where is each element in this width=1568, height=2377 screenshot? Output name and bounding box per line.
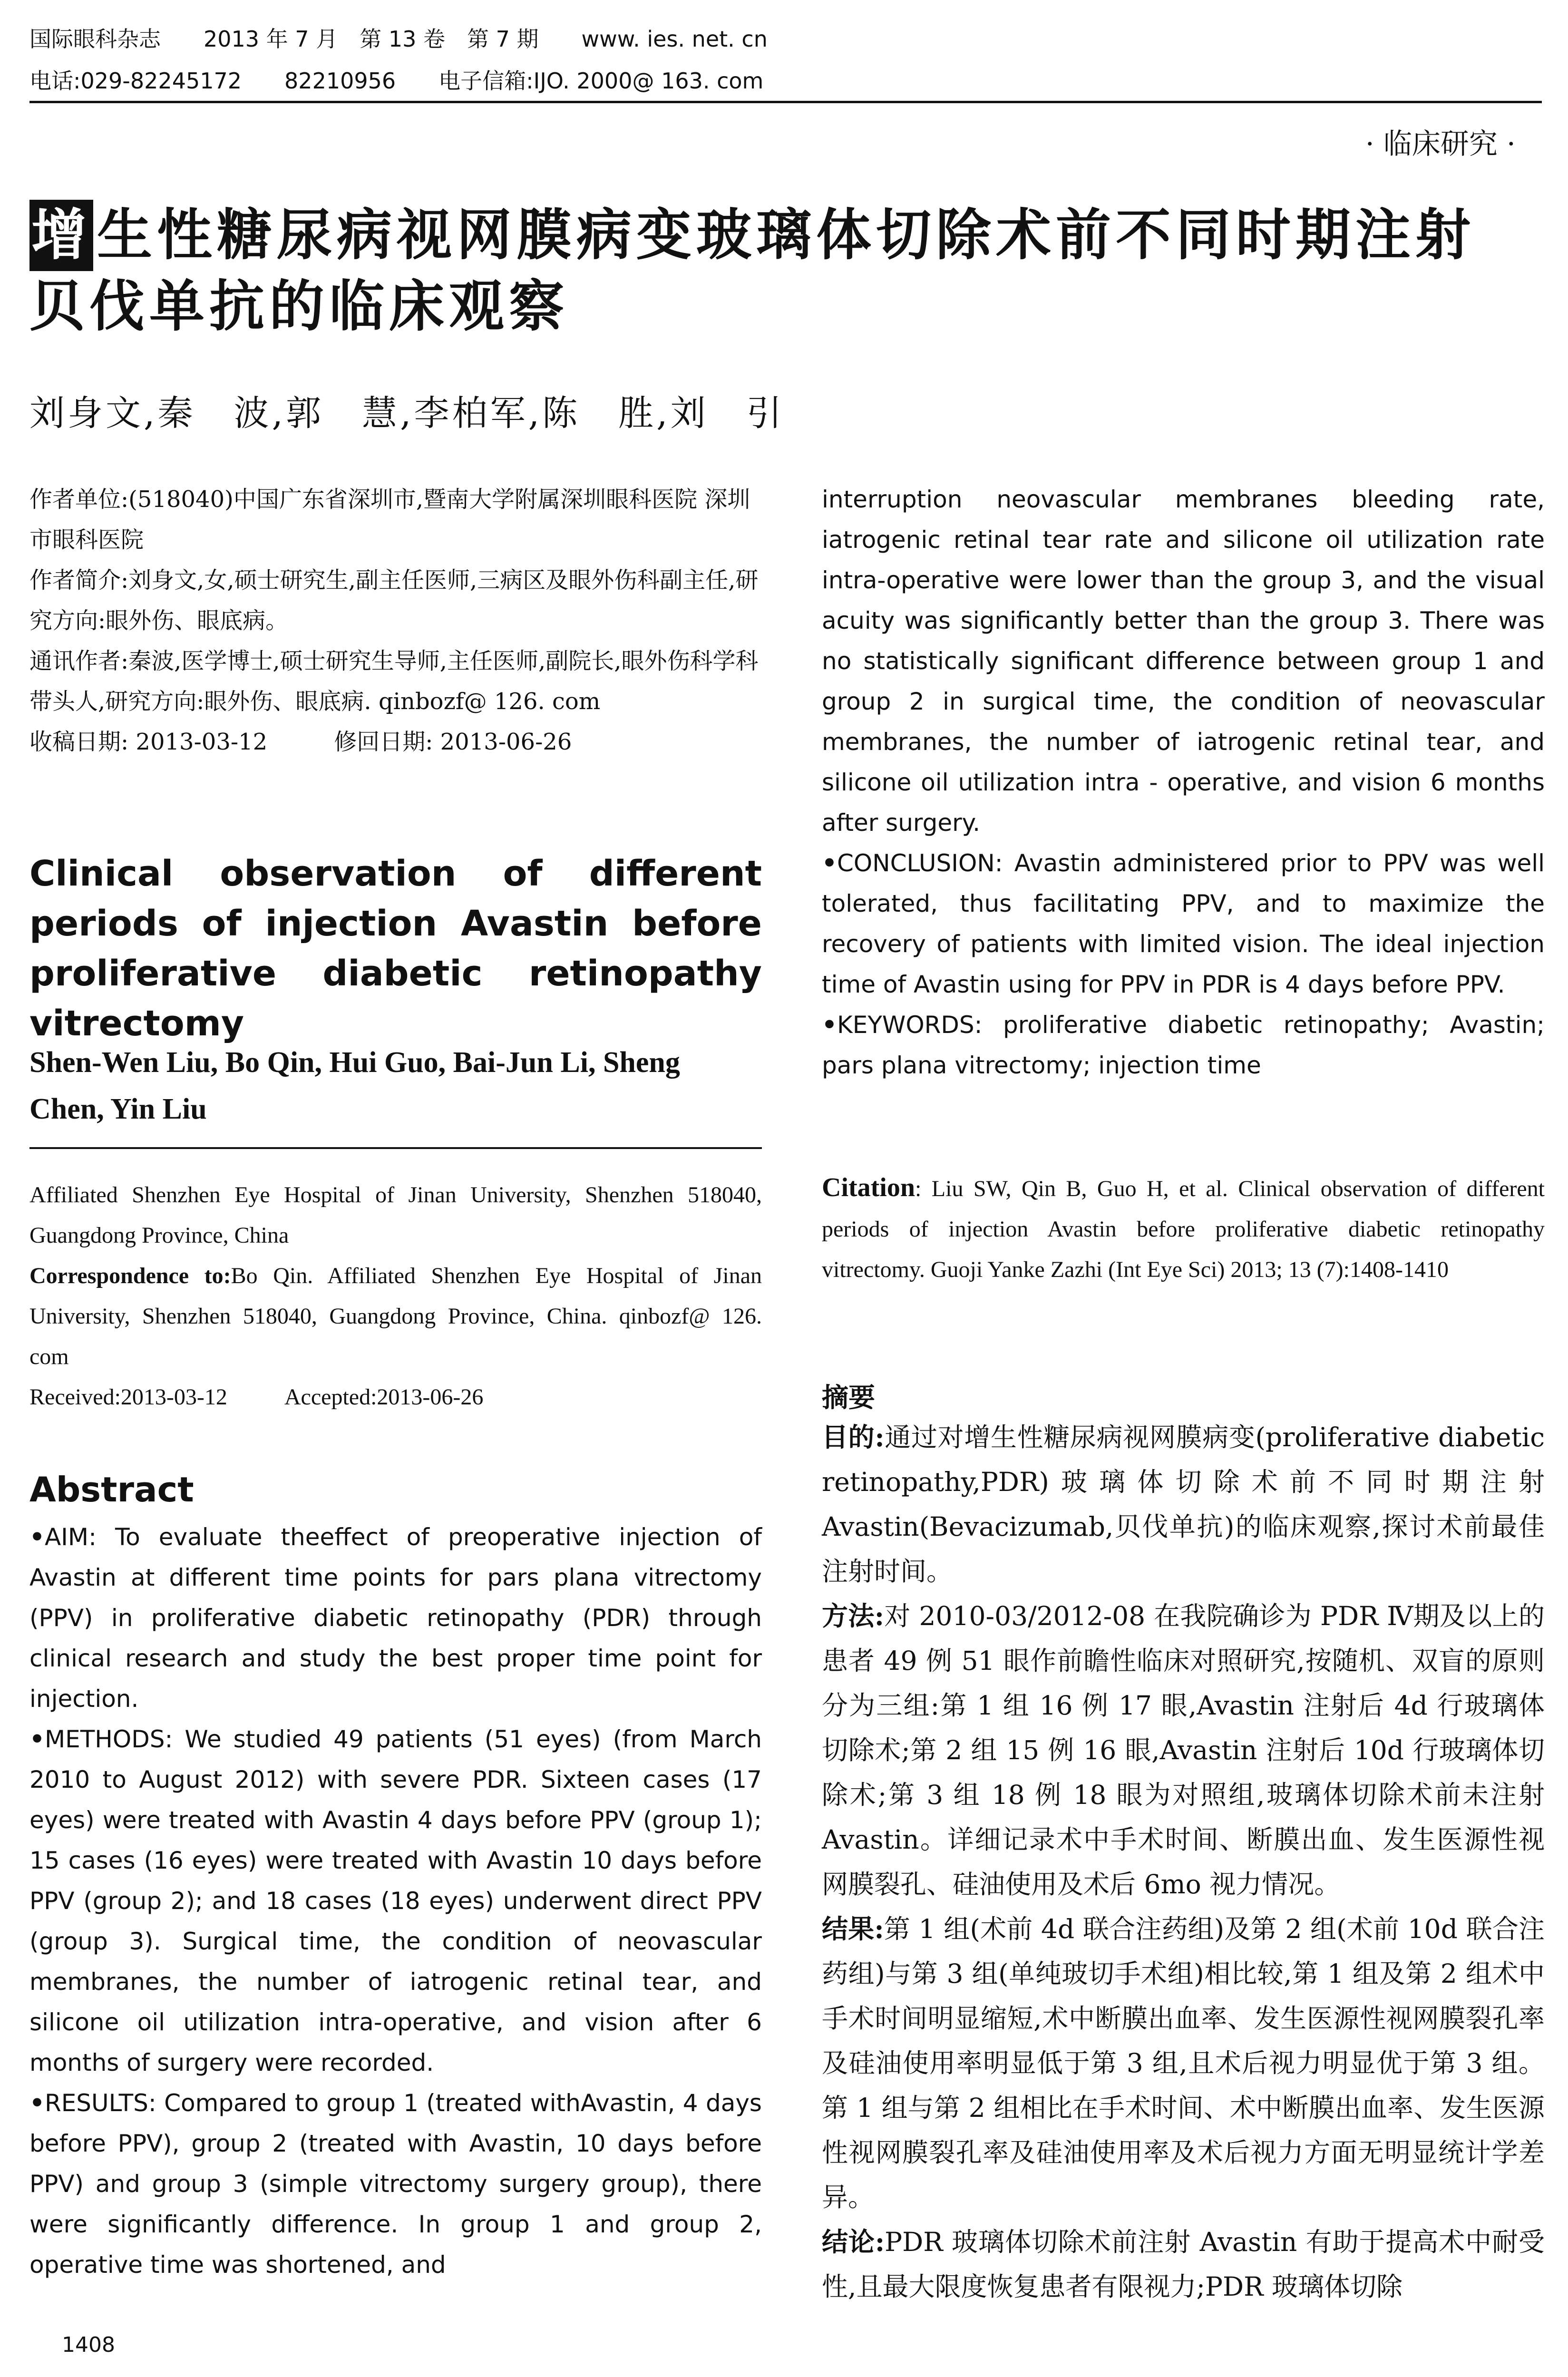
journal-issue: 2013 年 7 月 第 13 卷 第 7 期 bbox=[204, 26, 539, 52]
author-unit: 作者单位:(518040)中国广东省深圳市,暨南大学附属深圳眼科医院 深圳市眼科医院 bbox=[29, 486, 750, 553]
abstract-heading: Abstract bbox=[29, 1470, 194, 1510]
cn-abstract-results: 结果:第 1 组(术前 4d 联合注药组)及第 2 组(术前 10d 联合注药组)与第 3 组(单纯玻切手术组)相比较,第 1 组及第 2 组术中手术时间明显缩短,术中断膜出血率、发生医源性视网膜裂孔率及硅油使用率明显低于第 3 组,且术后视力明显优于第 3 组。第 1 组与第 2 组相比在手术时间、术中断膜出血率、发生医源性视网膜裂孔率及硅油使用率及术后视力方面无明显统计学差异。 bbox=[822, 1913, 1545, 2212]
header-rule bbox=[29, 101, 1542, 103]
citation bbox=[822, 1168, 1545, 1290]
affiliation: Affiliated Shenzhen Eye Hospital of Jinan University, Shenzhen 518040, Guangdong Province, China bbox=[29, 1182, 762, 1248]
journal-email: 电子信箱:IJO. 2000@ 163. com bbox=[438, 68, 764, 94]
cn-abstract-conclusion: 结论:PDR 玻璃体切除术前注射 Avastin 有助于提高术中耐受性,且最大限度恢复患者有限视力;PDR 玻璃体切除 bbox=[822, 2226, 1545, 2302]
authors-cn: 刘身文,秦 波,郭 慧,李柏军,陈 胜,刘 引 bbox=[29, 393, 785, 434]
paper-title bbox=[29, 200, 1551, 342]
author-rule bbox=[29, 1147, 762, 1149]
title-line-2: 贝伐单抗的临床观察 bbox=[29, 274, 569, 339]
dates-cn: 收稿日期: 2013-03-12 修回日期: 2013-06-26 bbox=[29, 729, 572, 755]
abstract-results: •RESULTS: Compared to group 1 (treated withAvastin, 4 days before PPV), group 2 (treated with Avastin, 10 days before PPV) and group 3 (simple vitrectomy surgery group), there were significantly difference. In group 1 and group 2, operative time was shortened, and bbox=[29, 2089, 762, 2279]
title-line-1: 增 生性糖尿病视网膜病变玻璃体切除术前不同时期注射 bbox=[29, 200, 1551, 271]
abstract-keywords: •KEYWORDS: proliferative diabetic retinopathy; Avastin; pars plana vitrectomy; injection time bbox=[822, 1011, 1545, 1079]
journal-header-line1 bbox=[29, 25, 810, 53]
affiliation-block bbox=[29, 1175, 762, 1417]
journal-website: www. ies. net. cn bbox=[581, 26, 768, 52]
cn-abstract-aim: 目的:通过对增生性糖尿病视网膜病变(proliferative diabetic retinopathy,PDR)玻璃体切除术前不同时期注射 Avastin(Bevacizumab,贝伐单抗)的临床观察,探讨术前最佳注射时间。 bbox=[822, 1422, 1545, 1587]
citation-label: Citation bbox=[822, 1173, 915, 1202]
cn-abstract-methods: 方法:对 2010-03/2012-08 在我院确诊为 PDR Ⅳ期及以上的患者 49 例 51 眼作前瞻性临床对照研究,按随机、双盲的原则分为三组:第 1 组 16 例 17 眼,Avastin 注射后 4d 行玻璃体切除术;第 2 组 15 例 16 眼,Avastin 注射后 10d 行玻璃体切除术;第 3 组 18 例 18 眼为对照组,玻璃体切除术前未注射 Avastin。详细记录术中手术时间、断膜出血、发生医源性视网膜裂孔、硅油使用及术后 6mo 视力情况。 bbox=[822, 1600, 1545, 1900]
abstract-aim: •AIM: To evaluate theeffect of preoperative injection of Avastin at different time points for pars plana vitrectomy (PPV) in proliferative diabetic retinopathy (PDR) through clinical research and study the best proper time point for injection. bbox=[29, 1523, 762, 1713]
author-correspondence: 通讯作者:秦波,医学博士,硕士研究生导师,主任医师,副院长,眼外伤科学科带头人,研究方向:眼外伤、眼底病. qinbozf@ 126. com bbox=[29, 648, 759, 715]
english-title: Clinical observation of different periods of injection Avastin before proliferative diabetic retinopathy vitrectomy bbox=[29, 853, 762, 1044]
journal-phone: 电话:029-82245172 bbox=[29, 68, 242, 94]
title-mark: 增 bbox=[29, 200, 93, 271]
journal-name: 国际眼科杂志 bbox=[29, 26, 161, 52]
journal-header-line2 bbox=[29, 67, 806, 95]
author-info bbox=[29, 479, 762, 762]
citation-text: : Liu SW, Qin B, Guo H, et al. Clinical observation of different periods of injection Avastin before proliferative diabetic retinopathy vitrectomy. Guoji Yanke Zazhi (Int Eye Sci) 2013; 13 (7):1408-1410 bbox=[822, 1176, 1545, 1282]
abstract-left bbox=[29, 1517, 762, 2285]
journal-phone2: 82210956 bbox=[284, 68, 396, 94]
cn-abstract bbox=[822, 1415, 1545, 2309]
cn-abstract-heading: 摘要 bbox=[822, 1383, 875, 1413]
author-bio: 作者简介:刘身文,女,硕士研究生,副主任医师,三病区及眼外伤科副主任,研究方向:眼外伤、眼底病。 bbox=[29, 567, 759, 634]
page-number: 1408 bbox=[62, 2333, 115, 2357]
abstract-conclusion: •CONCLUSION: Avastin administered prior to PPV was well tolerated, thus facilitating PPV, and to maximize the recovery of patients with limited vision. The ideal injection time of Avastin using for PPV in PDR is 4 days before PPV. bbox=[822, 849, 1545, 998]
abstract-right bbox=[822, 479, 1545, 1086]
received-accepted: Received:2013-03-12 Accepted:2013-06-26 bbox=[29, 1384, 484, 1410]
section-tag: · 临床研究 · bbox=[1365, 127, 1516, 161]
abstract-results-cont: interruption neovascular membranes bleeding rate, iatrogenic retinal tear rate and silicone oil utilization rate intra-operative were lower than the group 3, and the visual acuity was significantly better than the group 3. There was no statistically significant difference between group 1 and group 2 in surgical time, the condition of neovascular membranes, the number of iatrogenic retinal tear, and silicone oil utilization intra - operative, and vision 6 months after surgery. bbox=[822, 486, 1545, 837]
english-authors: Shen-Wen Liu, Bo Qin, Hui Guo, Bai-Jun Li, Sheng Chen, Yin Liu bbox=[29, 1046, 680, 1125]
correspondence: Correspondence to:Bo Qin. Affiliated Shenzhen Eye Hospital of Jinan University, Shenzhen 518040, Guangdong Province, China. qinbozf@ 126. com bbox=[29, 1263, 762, 1369]
abstract-methods: •METHODS: We studied 49 patients (51 eyes) (from March 2010 to August 2012) with severe PDR. Sixteen cases (17 eyes) were treated with Avastin 4 days before PPV (group 1); 15 cases (16 eyes) were treated with Avastin 10 days before PPV (group 2); and 18 cases (18 eyes) underwent direct PPV (group 3). Surgical time, the condition of neovascular membranes, the number of iatrogenic retinal tear, and silicone oil utilization intra-operative, and vision after 6 months of surgery were recorded. bbox=[29, 1725, 762, 2076]
